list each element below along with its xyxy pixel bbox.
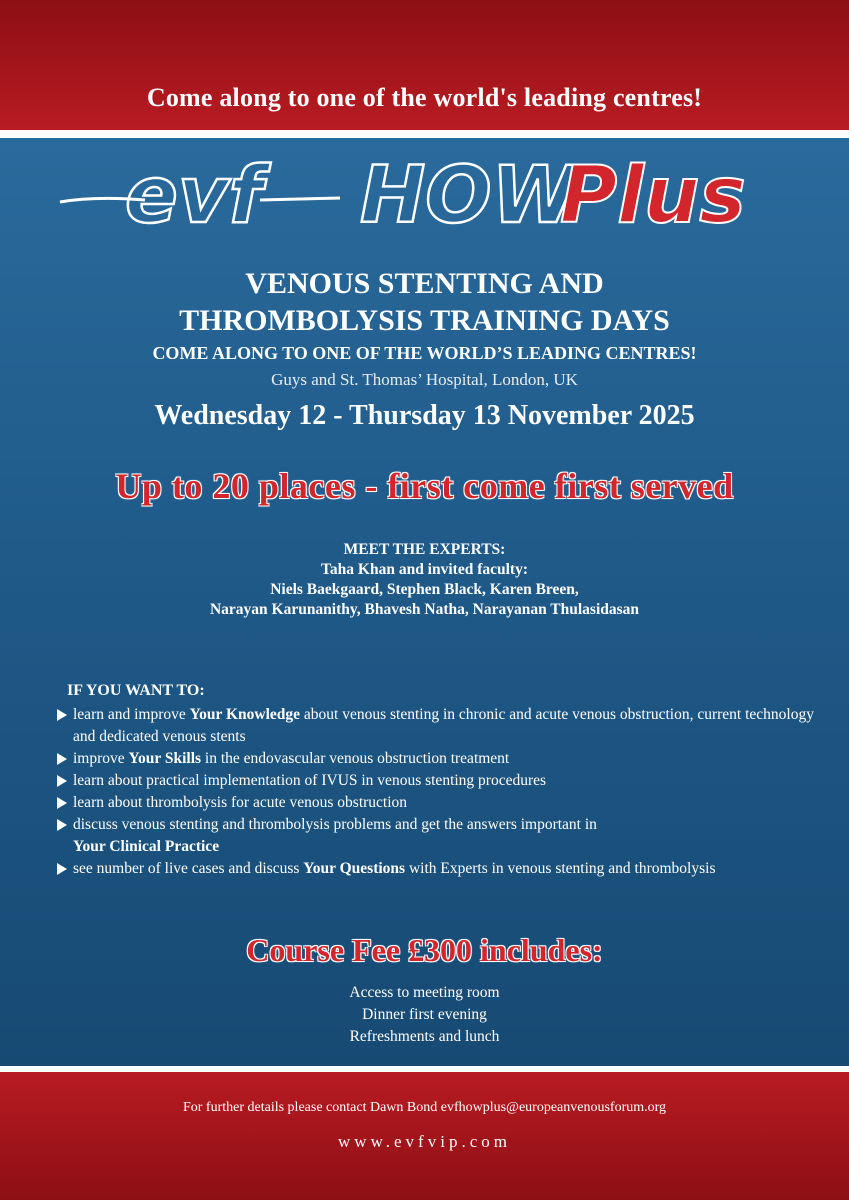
contact-info[interactable]: For further details please contact Dawn Bond evfhowplus@europeanvenousforum.org	[182, 1100, 667, 1115]
experts-line3: Narayan Karunanithy, Bhavesh Natha, Narayanan Thulasidasan	[209, 601, 640, 618]
list-item: see number of live cases and discuss Your Questions with Experts in venous stenting and thrombolysis	[55, 858, 835, 880]
bullet-arrow-icon	[57, 797, 67, 809]
want-list	[55, 704, 835, 880]
want-section	[55, 680, 835, 880]
evf-how-plus-logo	[55, 150, 795, 245]
course-venue: Guys and St. Thomas’ Hospital, London, UK	[271, 370, 578, 389]
include-item: Access to meeting room	[349, 984, 500, 1001]
logo-evf: evf	[125, 151, 263, 241]
bullet-arrow-icon	[57, 819, 67, 831]
header-tagline: Come along to one of the world's leading centres!	[146, 83, 703, 112]
list-item: learn and improve Your Knowledge about venous stenting in chronic and acute venous obstruction, current technology and dedicated venous stents	[55, 704, 835, 748]
logo-plus: Plus	[560, 151, 746, 241]
course-title	[0, 265, 849, 339]
footer-banner	[0, 1072, 849, 1200]
divider-top	[0, 130, 849, 138]
want-heading: IF YOU WANT TO:	[67, 682, 205, 699]
bullet-arrow-icon	[57, 775, 67, 787]
course-title-line2: THROMBOLYSIS TRAINING DAYS	[179, 304, 670, 337]
bullet-arrow-icon	[57, 753, 67, 765]
website-link[interactable]: www.evfvip.com	[338, 1132, 511, 1151]
course-subtitle: COME ALONG TO ONE OF THE WORLD’S LEADING CENTRES!	[152, 343, 697, 363]
list-item: learn about thrombolysis for acute venous obstruction	[55, 792, 835, 814]
experts-line2: Niels Baekgaard, Stephen Black, Karen Breen,	[270, 581, 579, 598]
course-fee-title: Course Fee £300 includes:	[246, 932, 603, 968]
list-item: discuss venous stenting and thrombolysis problems and get the answers important in Your Clinical Practice	[55, 814, 835, 858]
list-item: learn about practical implementation of IVUS in venous stenting procedures	[55, 770, 835, 792]
experts-line1: Taha Khan and invited faculty:	[320, 561, 528, 578]
include-item: Dinner first evening	[362, 1006, 487, 1023]
course-title-line1: VENOUS STENTING AND	[245, 267, 604, 300]
bullet-arrow-icon	[57, 863, 67, 875]
bullet-arrow-icon	[57, 709, 67, 721]
logo-how: HOW	[360, 151, 578, 241]
include-item: Refreshments and lunch	[349, 1028, 500, 1045]
fee-includes	[0, 982, 849, 1048]
list-item: improve Your Skills in the endovascular venous obstruction treatment	[55, 748, 835, 770]
course-dates: Wednesday 12 - Thursday 13 November 2025	[154, 400, 695, 431]
top-banner	[0, 0, 849, 130]
experts-heading: MEET THE EXPERTS:	[343, 541, 506, 558]
experts-section	[0, 540, 849, 620]
places-notice: Up to 20 places - first come first served	[115, 466, 734, 506]
